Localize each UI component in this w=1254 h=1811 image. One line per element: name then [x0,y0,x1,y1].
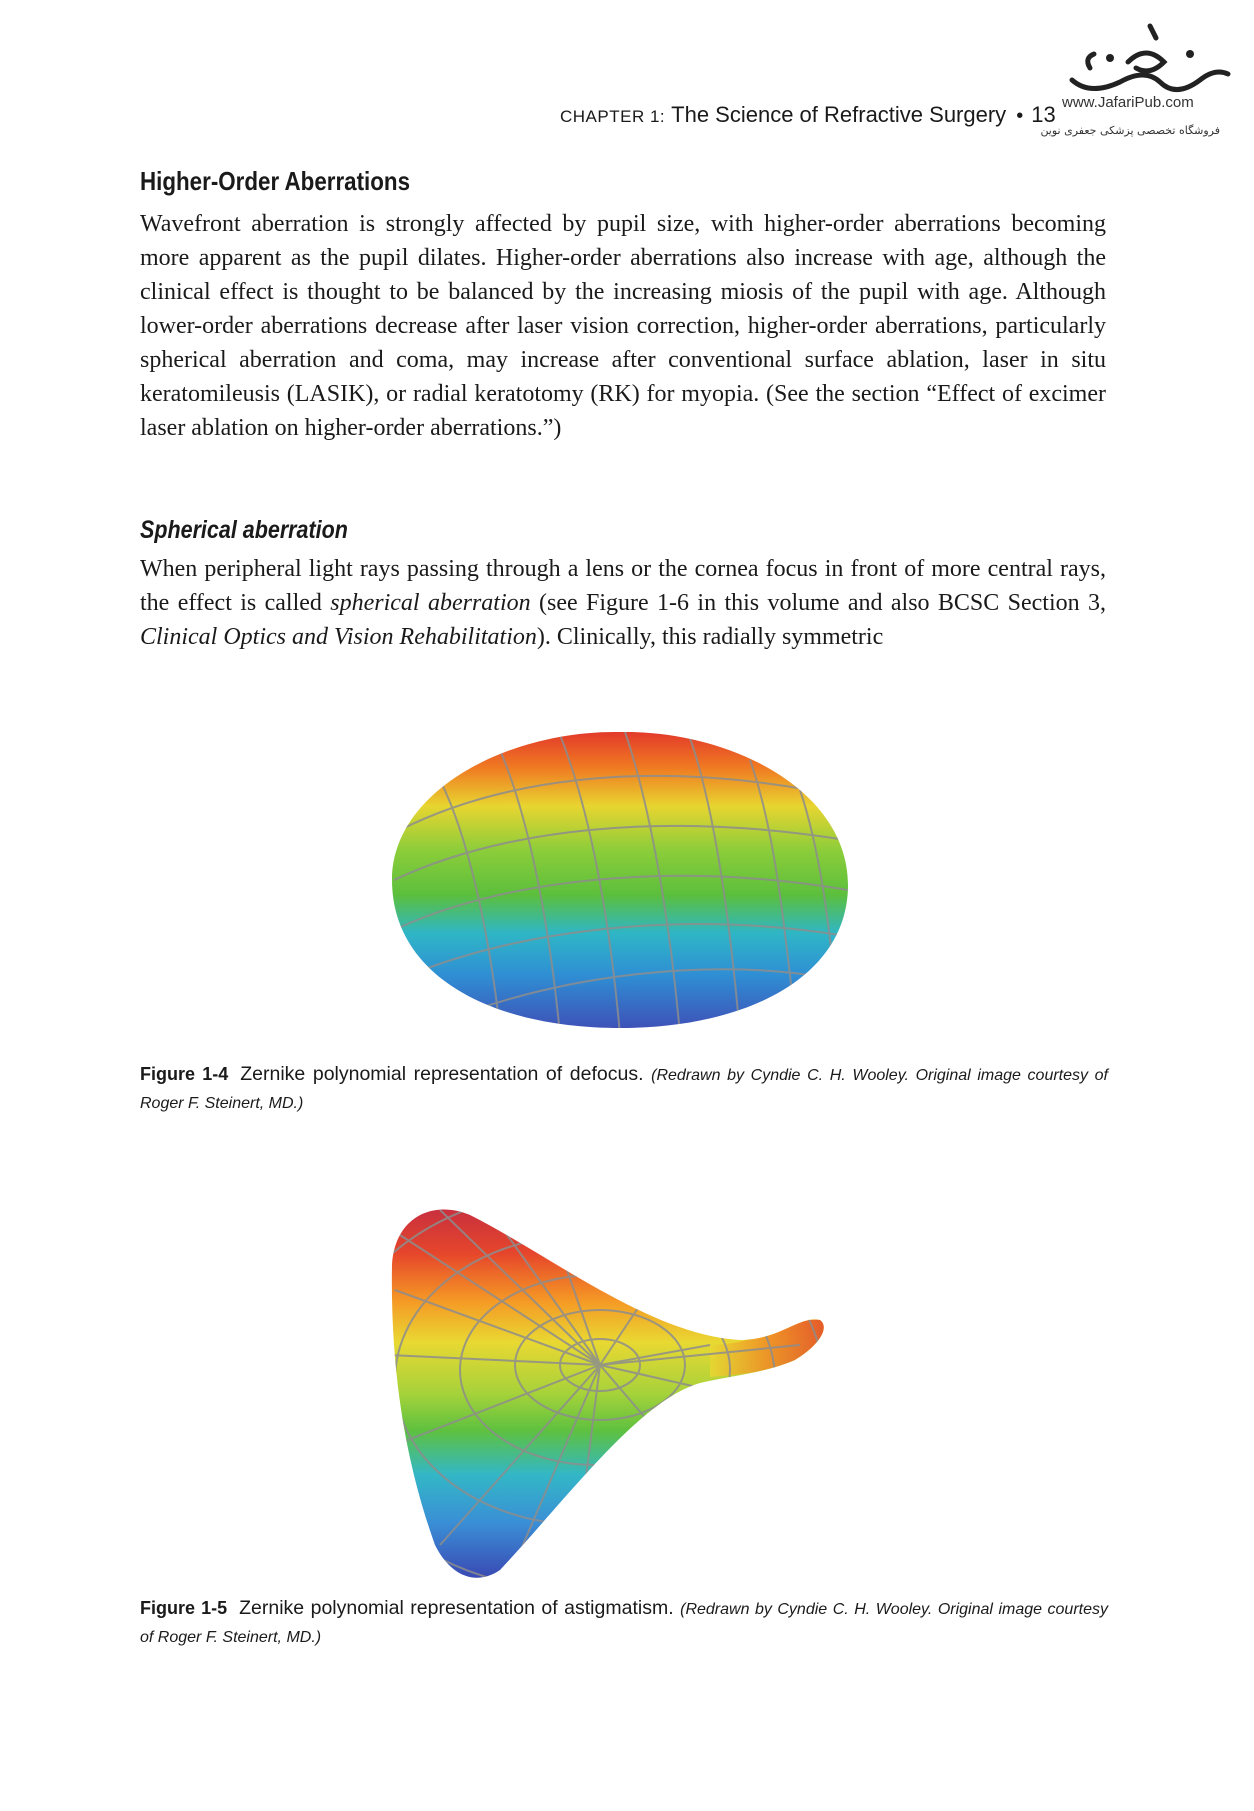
figure-1-4-caption [140,1061,1108,1117]
figure-label: Figure 1-5 [140,1598,228,1618]
text-run: ). Clinically, this radially symmetric [536,624,884,650]
section-heading: Higher-Order Aberrations [140,166,411,196]
figure-astigmatism-image [380,1195,860,1585]
text-run: When peripheral light rays passing through a lens or the cornea focus in front of more central rays, the effect is called [140,556,1106,616]
chapter-title: The Science of Refractive Surgery [671,102,1007,127]
watermark-url: www.JafariPub.com [1062,94,1194,111]
publisher-logo-icon [1050,18,1240,138]
figure-caption-text: Zernike polynomial representation of defocus. [240,1063,644,1085]
subsection-heading: Spherical aberration [140,516,348,544]
figure-credit: (Redrawn by Cyndie C. H. Wooley. Original image courtesy of Roger F. Steinert, MD.) [140,1067,1108,1112]
page-number: 13 [1031,102,1056,127]
watermark-tagline: فروشگاه تخصصی پزشکی جعفری نوین [1040,124,1220,137]
emphasis-title: Clinical Optics and Vision Rehabilitation [140,624,537,650]
text-run: (see Figure 1-6 in this volume and also BCSC Section 3, [530,590,1106,616]
figure-label: Figure 1-4 [140,1064,229,1084]
paragraph-higher-order: Wavefront aberration is strongly affected by pupil size, with higher-order aberrations becoming more apparent as the pupil dilates. Higher-order aberrations also increase with age, although the clinical effect is thought to be balanced by the increasing miosis of the pupil with age. Although lower-order aberrations decrease after laser vision correction, higher-order aberrations, particularly spherical aberration and coma, may increase after conventional surface ablation, laser in situ keratomileusis (LASIK), or radial keratotomy (RK) for myopia. (See the section “Effect of excimer laser ablation on higher-order aberrations.”) [140,211,1106,441]
figure-credit: (Redrawn by Cyndie C. H. Wooley. Original image courtesy of Roger F. Steinert, MD.) [140,1601,1109,1646]
paragraph-spherical [140,552,1106,654]
header-bullet: • [1016,105,1024,127]
emphasis-term: spherical aberration [330,590,531,616]
figure-caption-text: Zernike polynomial representation of astigmatism. [239,1597,674,1619]
astigmatism-surface [392,1209,824,1577]
chapter-label: CHAPTER 1: [560,107,666,126]
figure-1-5-caption [140,1595,1108,1651]
figure-defocus-image [380,720,860,1040]
